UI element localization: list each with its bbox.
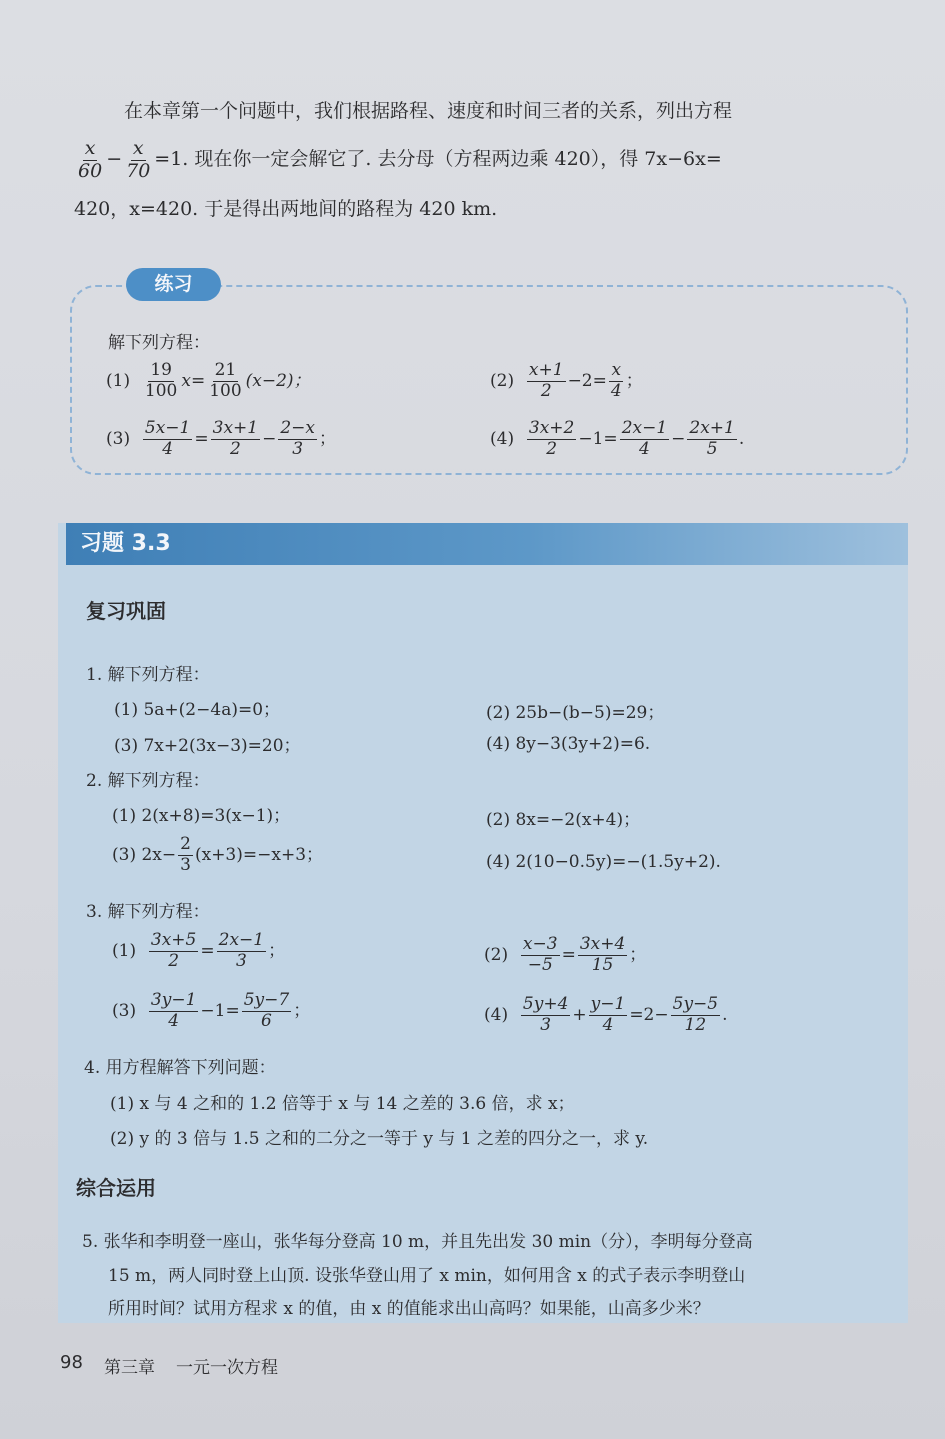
practice-instruction: 解下列方程：	[108, 333, 210, 353]
practice-item-1: (1) $\frac{19}{100}$ x= $\frac{21}{100}$ (x−2)；	[106, 360, 311, 401]
intro-line-2: $\frac{x}{60}$ − $\frac{x}{70}$ =1. 现在你一定会解它了. 去分母（方程两边乘 420），得 7x−6x=	[78, 136, 722, 182]
q3-item-4: (4) $\frac{5y+4}{3}$ + $\frac{y-1}{4}$ =2− $\frac{5y-5}{12}$ .	[484, 994, 728, 1035]
q5-line-3: 所用时间？试用方程求 x 的值，由 x 的值能求出山高吗？如果能，山高多少米？	[108, 1299, 710, 1319]
exercise-panel	[58, 523, 908, 1323]
q4-title: 4. 用方程解答下列问题：	[84, 1058, 276, 1078]
q1-item-2: (2) 25b−(b−5)=29；	[486, 703, 665, 723]
practice-item-2: (2) $\frac{x+1}{2}$ −2= $\frac{x}{4}$ ；	[490, 360, 643, 401]
fraction: $\frac{x}{60}$	[78, 136, 103, 182]
chapter-label: 第三章	[104, 1358, 155, 1378]
q2-item-1: (1) 2(x+8)=3(x−1)；	[112, 806, 291, 826]
q5-line-2: 15 m，两人同时登上山顶. 设张华登山用了 x min，如何用含 x 的式子表示李明登山	[108, 1266, 746, 1286]
page-number: 98	[60, 1352, 83, 1373]
q1-item-3: (3) 7x+2(3x−3)=20；	[114, 736, 301, 756]
q3-item-3: (3) $\frac{3y-1}{4}$ −1= $\frac{5y-7}{6}$ ；	[112, 990, 311, 1031]
q2-item-4: (4) 2(10−0.5y)=−(1.5y+2).	[486, 852, 721, 872]
section-review-title: 复习巩固	[86, 599, 166, 623]
intro-line-3: 420，x=420. 于是得出两地间的路程为 420 km.	[74, 198, 498, 220]
q2-item-3: (3) 2x− $\frac{2}{3}$ (x+3)=−x+3；	[112, 834, 324, 875]
exercise-header: 习题 3.3	[66, 523, 908, 565]
q1-title: 1. 解下列方程：	[86, 665, 210, 685]
q3-item-1: (1) $\frac{3x+5}{2}$ = $\frac{2x-1}{3}$ ；	[112, 930, 286, 971]
practice-label: 练习	[126, 268, 221, 301]
q5-line-1: 5. 张华和李明登一座山，张华每分登高 10 m，并且先出发 30 min（分），李明每分登高	[82, 1232, 753, 1252]
q1-item-1: (1) 5a+(2−4a)=0；	[114, 700, 281, 720]
practice-item-3: (3) $\frac{5x-1}{4}$ = $\frac{3x+1}{2}$ − $\frac{2-x}{3}$ ；	[106, 418, 336, 459]
chapter-title: 一元一次方程	[176, 1358, 278, 1378]
q2-title: 2. 解下列方程：	[86, 771, 210, 791]
practice-item-4: (4) $\frac{3x+2}{2}$ −1= $\frac{2x-1}{4}$ − $\frac{2x+1}{5}$ .	[490, 418, 745, 459]
q4-item-2: (2) y 的 3 倍与 1.5 之和的二分之一等于 y 与 1 之差的四分之一，求 y.	[110, 1129, 649, 1149]
section-application-title: 综合运用	[76, 1176, 156, 1200]
q4-item-1: (1) x 与 4 之和的 1.2 倍等于 x 与 14 之差的 3.6 倍，求 x；	[110, 1094, 575, 1114]
q1-item-4: (4) 8y−3(3y+2)=6.	[486, 734, 651, 754]
fraction: $\frac{x}{70}$	[126, 136, 151, 182]
q3-title: 3. 解下列方程：	[86, 902, 210, 922]
intro-line-1: 在本章第一个问题中，我们根据路程、速度和时间三者的关系，列出方程	[124, 100, 733, 122]
q3-item-2: (2) $\frac{x-3}{-5}$ = $\frac{3x+4}{15}$ ；	[484, 934, 647, 975]
q2-item-2: (2) 8x=−2(x+4)；	[486, 810, 641, 830]
